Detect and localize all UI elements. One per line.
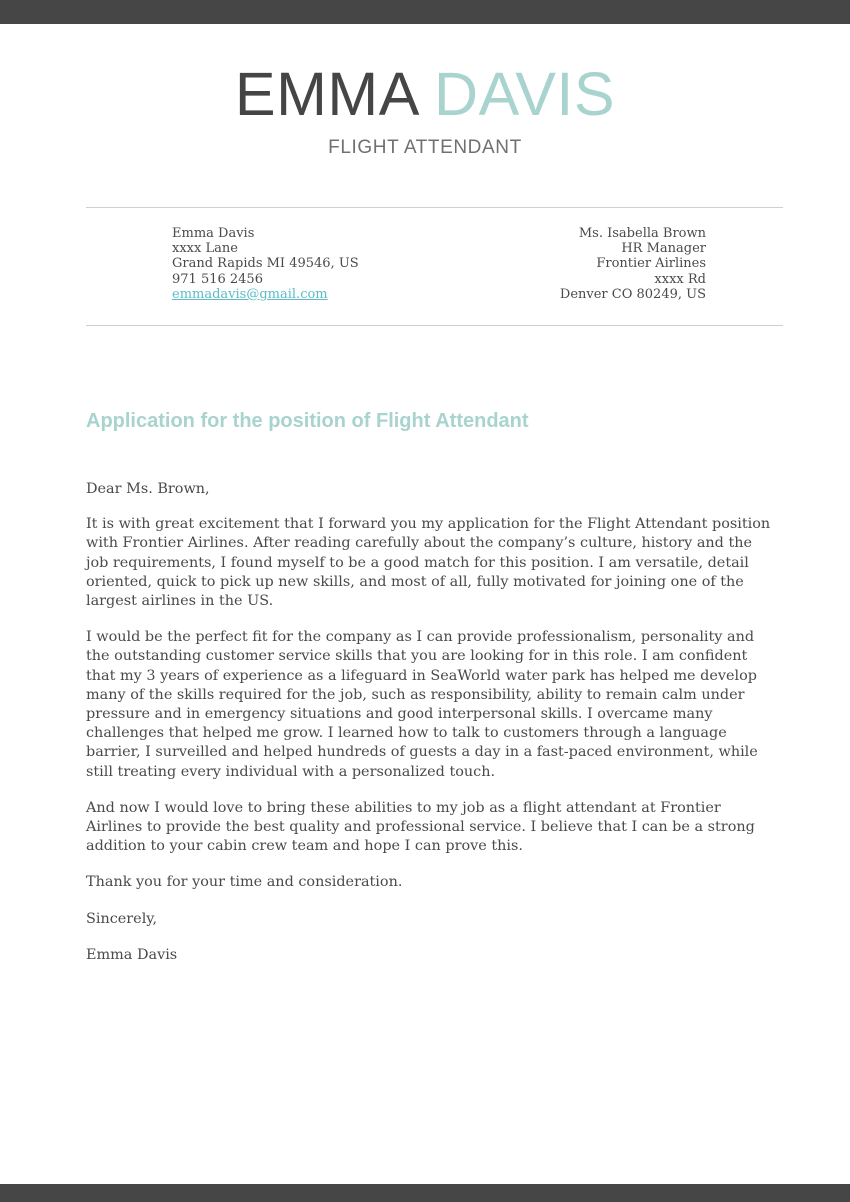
- last-name: DAVIS: [434, 60, 616, 128]
- bottom-decorative-bar: [0, 1184, 850, 1202]
- letter-closing: Sincerely,: [86, 910, 158, 927]
- recipient-city: Denver CO 80249, US: [559, 286, 706, 302]
- recipient-address-block: [560, 226, 706, 302]
- header-divider-top: [86, 207, 783, 208]
- sender-street: xxxx Lane: [172, 241, 238, 257]
- recipient-company: Frontier Airlines: [596, 256, 706, 272]
- sender-email-link[interactable]: emmadavis@gmail.com: [172, 286, 328, 302]
- recipient-title: HR Manager: [621, 241, 706, 257]
- applicant-name: [0, 58, 850, 130]
- letter-greeting: Dear Ms. Brown,: [86, 481, 210, 497]
- letter-thanks: Thank you for your time and consideration.: [86, 874, 403, 891]
- letter-paragraph-2: I would be the perfect fit for the company as I can provide professionalism, personality and the outstanding customer service skills that you are looking for in this role. I am confident that my 3 years of experience as a lifeguard in SeaWorld water park has helped me develop many of the skills required for the job, such as responsibility, ability to remain calm under pressure and in emergency situations and good interpersonal skills. I overcame many challenges that helped me grow. I learned how to talk to customers through a language barrier, I surveilled and helped hundreds of guests a day in a fast-paced environment, while still treating every individual with a personalized touch.: [86, 629, 758, 780]
- recipient-name: Ms. Isabella Brown: [578, 226, 706, 241]
- header-divider-bottom: [86, 325, 783, 326]
- first-name: EMMA: [234, 60, 417, 128]
- letter-paragraph-3: And now I would love to bring these abilities to my job as a flight attendant at Frontier Airlines to provide the best quality and professional service. I believe that I can be a strong addition to your cabin crew team and hope I can prove this.: [86, 799, 755, 855]
- recipient-street: xxxx Rd: [654, 271, 706, 287]
- letter-paragraph-1: It is with great excitement that I forward you my application for the Flight Attendant position with Frontier Airlines. After reading carefully about the company’s culture, history and the job requirements, I found myself to be a good match for this position. I am versatile, detail oriented, quick to pick up new skills, and most of all, fully motivated for joining one of the largest airlines in the US.: [86, 516, 771, 610]
- sender-address-block: [172, 226, 359, 302]
- sender-name: Emma Davis: [172, 226, 255, 241]
- letter-subject: Application for the position of Flight Attendant: [86, 410, 529, 432]
- letter-body: [86, 480, 776, 982]
- sender-city: Grand Rapids MI 49546, US: [172, 256, 359, 272]
- letter-signature: Emma Davis: [86, 946, 178, 963]
- job-title: FLIGHT ATTENDANT: [328, 137, 522, 158]
- top-decorative-bar: [0, 0, 850, 24]
- sender-phone: 971 516 2456: [172, 271, 263, 287]
